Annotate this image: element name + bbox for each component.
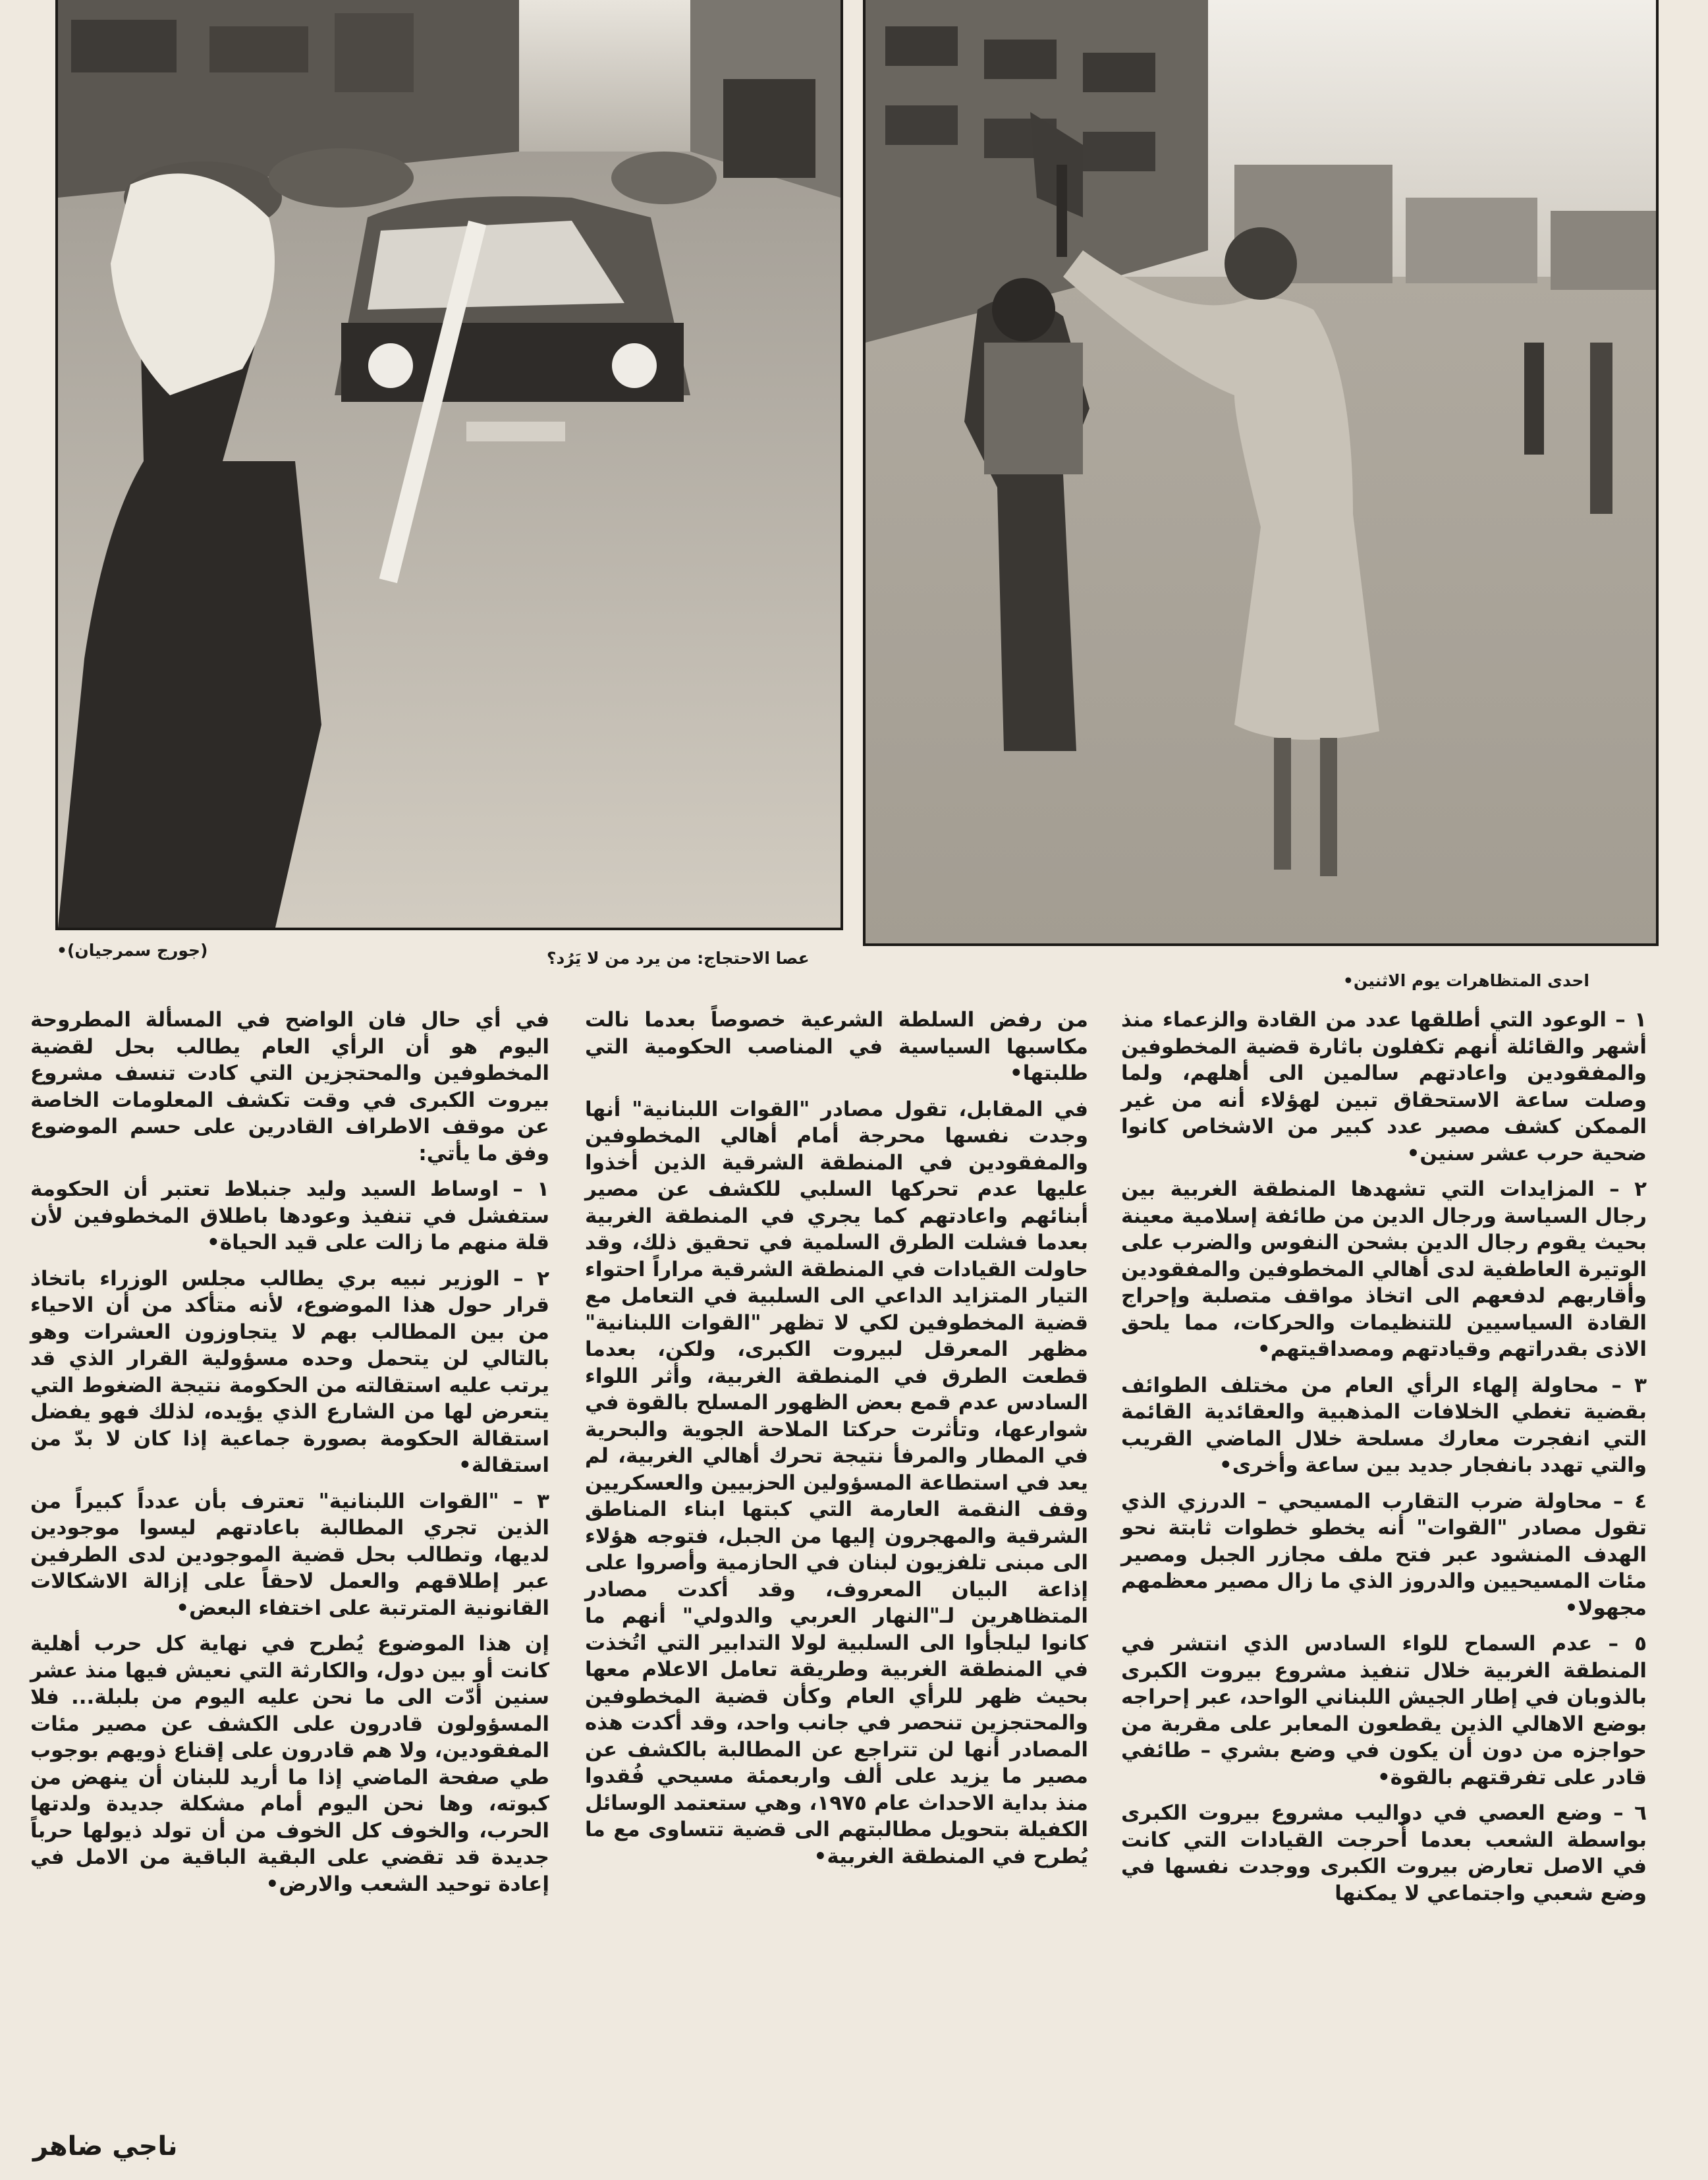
paragraph: ٢ – المزايدات التي تشهدها المنطقة الغربية بين رجال السياسة ورجال الدين من طائفة إسلامية معينة بحيث يقوم رجال الدين بشحن النفوس والضرب على الوتيرة العاطفية لدى أهالي المخطوفين والمفقودين وأقاربهم لدفعهم الى اتخاذ مواقف متصلبة وإحراج القادة السياسيين للتنظيمات والحركات، مما يلحق الاذى بقدراتهم وقيادتهم ومصداقيتهم•: [1121, 1177, 1647, 1361]
paragraph: في أي حال فان الواضح في المسألة المطروحة اليوم هو أن الرأي العام يطالب بحل لقضية المخطوفين والمحتجزين التي كادت تنسف مشروع بيروت الكبرى في وقت تكشف المعلومات الخاصة عن موقف الاطراف القادرين على حسم الموضوع وفق ما يأتي:: [30, 1008, 549, 1165]
photo-woman-demonstrator-image: [866, 0, 1656, 943]
paragraph: ١ – اوساط السيد وليد جنبلاط تعتبر أن الحكومة ستفشل في تنفيذ وعودها باطلاق المخطوفين لأن قلة منهم ما زالت على قيد الحياة•: [30, 1177, 549, 1254]
paragraph: إن هذا الموضوع يُطرح في نهاية كل حرب أهلية كانت أو بين دول، والكارثة التي نعيش فيها منذ عشر سنين أدّت الى ما نحن عليه اليوم من بلبلة... فلا المسؤولون قادرون على الكشف عن مصير مئات المفقودين، ولا هم قادرون على إقناع ذويهم بوجوب طي صفحة الماضي إذا ما أريد للبنان أن ينهض من كبوته، وها نحن اليوم أمام مشكلة جديدة ولدتها الحرب، والخوف كل الخوف من أن تولد ذيولها حرباً جديدة قد تقضي على البقية الباقية من الامل في إعادة توحيد الشعب والارض•: [30, 1632, 549, 1896]
paragraph: ٦ – وضع العصي في دواليب مشروع بيروت الكبرى بواسطة الشعب بعدما أُحرجت القيادات التي كانت في الاصل تعارض بيروت الكبرى ووجدت نفسها في وضع شعبي واجتماعي لا يمكنها: [1121, 1801, 1647, 1905]
paragraph: ٢ – الوزير نبيه بري يطالب مجلس الوزراء باتخاذ قرار حول هذا الموضوع، لأنه متأكد من أن الاحياء من بين المطالب بهم لا يتجاوزون العشرات وهو بالتالي لن يتحمل وحده مسؤولية القرار الذي قد يرتب عليه استقالته من الحكومة نتيجة الضغوط التي يتعرض لها من الشارع الذي يؤيده، لذلك فهو يفضل استقالة الحكومة بصورة جماعية إذا كان لا بدّ من استقالة•: [30, 1266, 549, 1477]
paragraph: ١ – الوعود التي أطلقها عدد من القادة والزعماء منذ أشهر والقائلة أنهم تكفلون باثارة قضية المخطوفين والمفقودين واعادتهم سالمين الى أهلهم، ولما وصلت ساعة الاستحقاق تبين لهؤلاء أنه من غير الممكن كشف مصير عدد كبير من الاشخاص كانوا ضحية حرب عشر سنين•: [1121, 1008, 1647, 1165]
photo-woman-demonstrator: [863, 0, 1659, 946]
photo-credit: (جورج سمرجيان)•: [57, 941, 208, 960]
photo-woman-with-stick-image: [58, 0, 840, 928]
paragraph: ٣ – "القوات اللبنانية" تعترف بأن عدداً كبيراً من الذين تجري المطالبة باعادتهم ليسوا موجودين لديها، وتطالب بحل قضية الموجودين لدى الطرفين عبر إطلاقهم والعمل لاحقاً على إزالة الاشكالات القانونية المترتبة على اختفاء البعض•: [30, 1489, 549, 1620]
caption-left-photo: عصا الاحتجاج: من يرد من لا يَرُد؟: [547, 949, 810, 968]
article-column-right: [1121, 1007, 1647, 1916]
paragraph: من رفض السلطة الشرعية خصوصاً بعدما نالت مكاسبها السياسية في المناصب الحكومية التي طلبتها•: [585, 1008, 1088, 1085]
caption-right-photo: احدى المتظاهرات يوم الاثنين•: [1342, 971, 1589, 990]
paragraph: ٥ – عدم السماح للواء السادس الذي انتشر في المنطقة الغربية خلال تنفيذ مشروع بيروت الكبرى بالذوبان في إطار الجيش اللبناني الواحد، عبر إحراجه بوضع الاهالي الذين يقطعون المعابر على مقربة من حواجزه من دون أن يكون في وضع بشري – طائفي قادر على تفرقتهم بالقوة•: [1121, 1632, 1647, 1789]
article-column-middle: [585, 1007, 1088, 1879]
author-byline: ناجي ضاهر: [33, 2131, 178, 2162]
paragraph: في المقابل، تقول مصادر "القوات اللبنانية" أنها وجدت نفسها محرجة أمام أهالي المخطوفين والمفقودين في المنطقة الشرقية الذين أخذوا عليها عدم تحركها السلبي للكشف عن مصير أبنائهم واعادتهم كما يجري في المنطقة الغربية بعدما فشلت الطرق السلمية في تحقيق ذلك، وقد حاولت القيادات في المنطقة الشرقية مراراً احتواء التيار المتزايد الداعي الى السلبية في التعامل مع قضية المخطوفين لكي لا تظهر "القوات اللبنانية" مظهر المعرقل لبيروت الكبرى، ولكن، بعدما قطعت الطرق في المنطقة الغربية، وأثر اللواء السادس عدم قمع بعض الظهور المسلح بالقوة في شوارعها، وتأثرت حركتا الملاحة الجوية والبحرية في المطار والمرفأ نتيجة تحرك أهالي الغربية، لم يعد في استطاعة المسؤولين الحزبيين والعسكريين وقف النقمة العارمة التي كبتها ابناء المناطق الشرقية والمهجرون إليها من الجبل، فتوجه هؤلاء الى مبنى تلفزيون لبنان في الحازمية وأصروا على إذاعة البيان المعروف، وقد أكدت مصادر المتظاهرين لـ"النهار العربي والدولي" أنهم ما كانوا ليلجأوا الى السلبية لولا التدابير التي اتُخذت في المنطقة الغربية وطريقة تعامل الاعلام معها بحيث ظهر للرأي العام وكأن قضية المخطوفين والمحتجزين تنحصر في جانب واحد، وقد أكدت هذه المصادر أنها لن تتراجع عن المطالبة بالكشف عن مصير ما يزيد على ألف واربعمئة مسيحي فُقدوا منذ بداية الاحداث عام ١٩٧٥، وهي ستعتمد الوسائل الكفيلة بتحويل مطالبتهم الى قضية تتساوى مع ما يُطرح في المنطقة الغربية•: [585, 1097, 1088, 1868]
photo-woman-with-stick: [55, 0, 843, 930]
paragraph: ٣ – محاولة إلهاء الرأي العام من مختلف الطوائف بقضية تغطي الخلافات المذهبية والعقائدية القائمة التي انفجرت معارك مسلحة خلال الماضي القريب والتي تهدد بانفجار جديد بين ساعة وأخرى•: [1121, 1373, 1647, 1477]
paragraph: ٤ – محاولة ضرب التقارب المسيحي – الدرزي الذي تقول مصادر "القوات" أنه يخطو خطوات ثابتة نحو الهدف المنشود عبر فتح ملف مجازر الجبل ومصير مئات المسيحيين والدروز الذي ما زال مصير معظمهم مجهولا•: [1121, 1489, 1647, 1620]
article-column-left: [30, 1007, 549, 1907]
